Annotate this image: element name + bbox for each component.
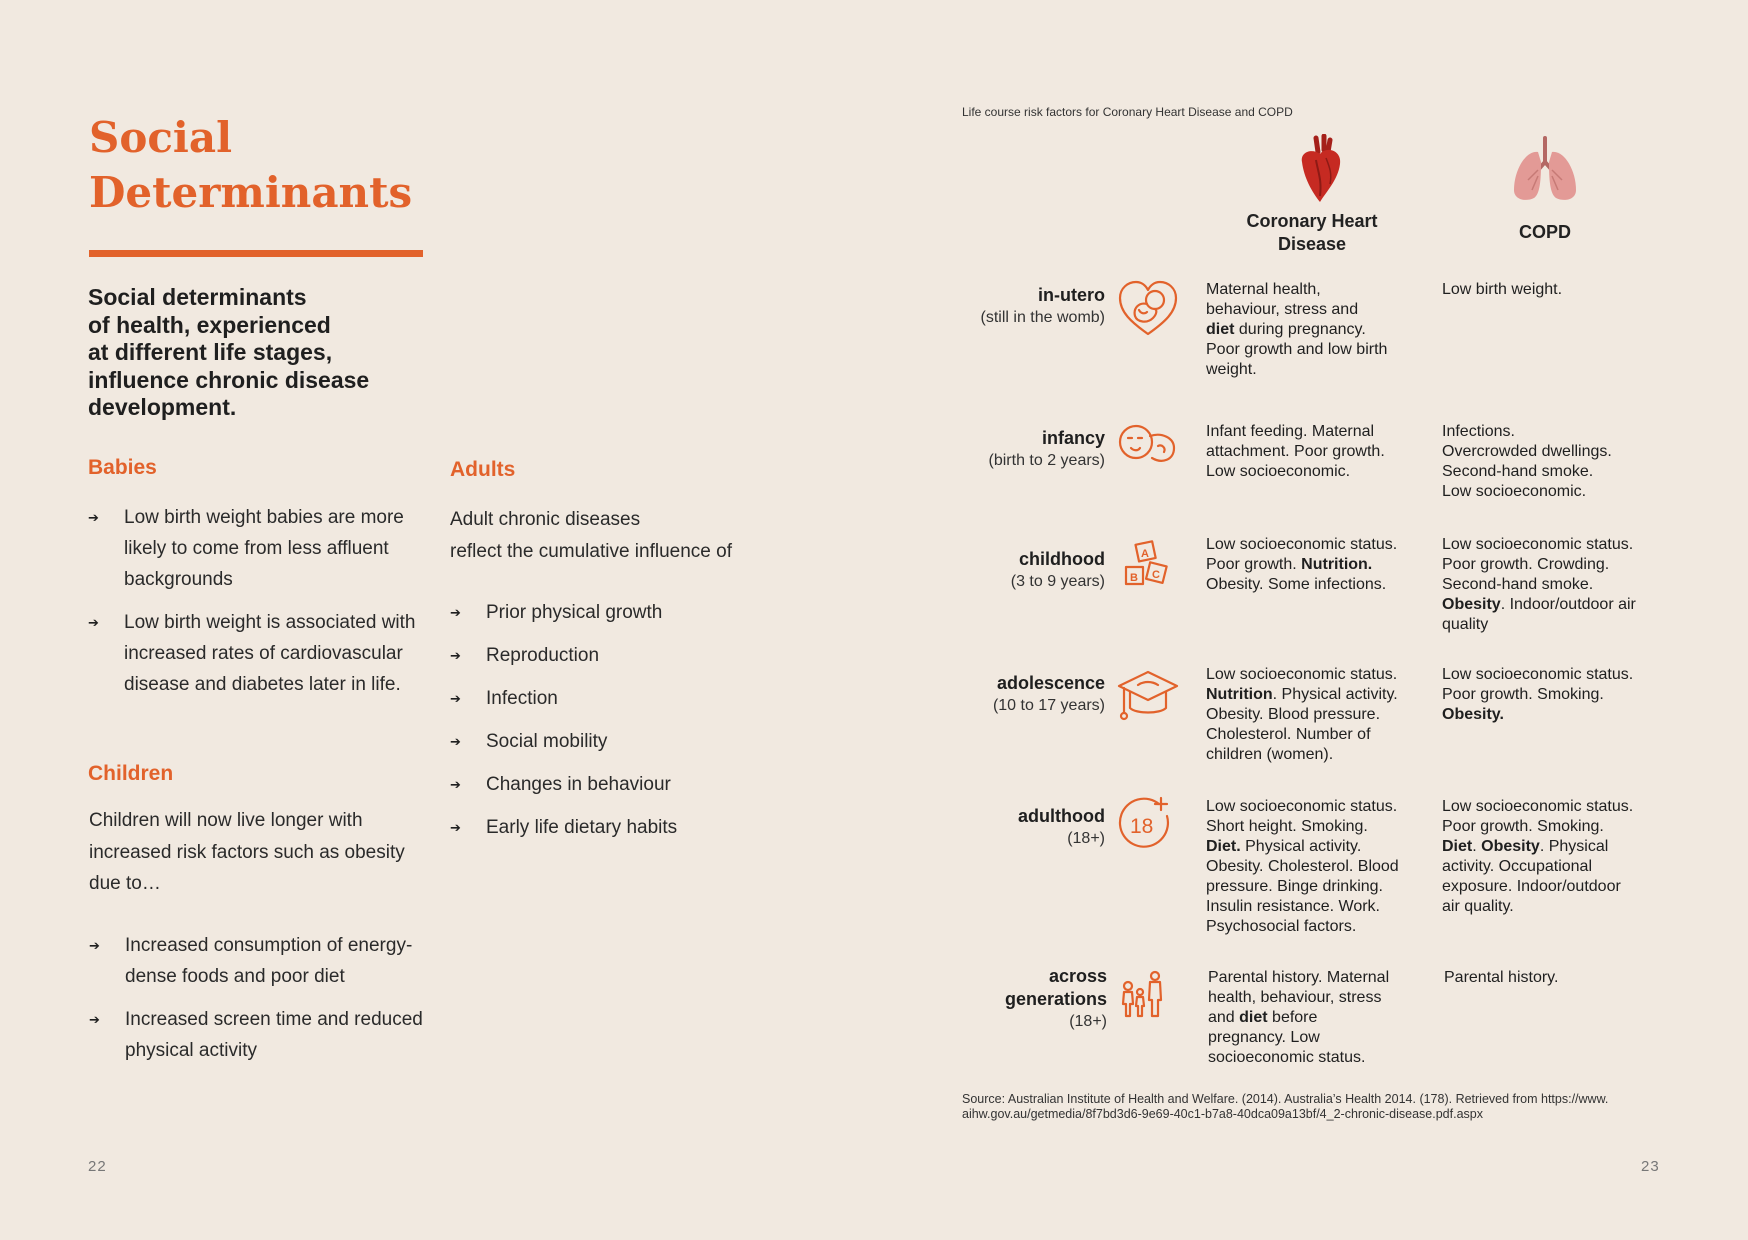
cell-chd-infancy: Infant feeding. Maternal attachment. Poor growth. Low socioeconomic. xyxy=(1206,423,1385,480)
page-number-right: 23 xyxy=(1641,1158,1660,1175)
figure-caption: Life course risk factors for Coronary Heart Disease and COPD xyxy=(962,105,1293,119)
arrow-right-icon: ➔ xyxy=(450,648,461,663)
arrow-right-icon: ➔ xyxy=(450,820,461,835)
babies-heading: Babies xyxy=(88,456,157,479)
cell-copd-infancy: Infections. Overcrowded dwellings. Second-hand smoke. Low socioeconomic. xyxy=(1442,423,1612,500)
cell-copd-in-utero: Low birth weight. xyxy=(1442,281,1563,298)
cell-copd-adulthood: Low socioeconomic status. Poor growth. Smoking. Diet. Obesity. Physical activity. Occupational exposure. Indoor/outdoor air quality. xyxy=(1442,798,1634,915)
list-item: ➔ Early life dietary habits xyxy=(450,812,810,843)
svg-text:C: C xyxy=(1152,569,1160,581)
cell-chd-adolescence: Low socioeconomic status. Nutrition. Physical activity. Obesity. Blood pressure. Cholesterol. Number of children (women). xyxy=(1206,666,1398,763)
lungs-organ-icon xyxy=(1510,136,1580,204)
svg-text:18: 18 xyxy=(1130,815,1154,838)
arrow-right-icon: ➔ xyxy=(450,734,461,749)
family-icon xyxy=(1116,970,1168,1018)
arrow-right-icon: ➔ xyxy=(450,777,461,792)
children-text: Children will now live longer with increased risk factors such as obesity due to… xyxy=(89,810,405,894)
column-header-copd: COPD xyxy=(1518,222,1571,242)
intro-line: at different life stages, xyxy=(88,339,333,365)
svg-text:A: A xyxy=(1141,548,1149,560)
children-list xyxy=(89,930,429,1066)
babies-list xyxy=(88,502,428,700)
page-number-left: 22 xyxy=(88,1158,107,1175)
cell-chd-across-generations: Parental history. Maternal health, behaviour, stress and diet before pregnancy. Low socioeconomic status. xyxy=(1208,969,1390,1066)
list-item: ➔ Social mobility xyxy=(450,726,810,757)
cell-chd-childhood: Low socioeconomic status. Poor growth. Nutrition. Obesity. Some infections. xyxy=(1206,536,1398,593)
list-item: ➔ Prior physical growth xyxy=(450,597,810,628)
adults-list xyxy=(450,597,810,843)
children-heading: Children xyxy=(88,762,174,785)
svg-text:B: B xyxy=(1130,572,1138,584)
cell-chd-in-utero: Maternal health, behaviour, stress and diet during pregnancy. Poor growth and low birth weight. xyxy=(1206,281,1388,378)
stage-in-utero: in-utero (still in the womb) xyxy=(980,285,1105,326)
stage-across-generations: across generations (18+) xyxy=(1004,966,1107,1030)
list-item: ➔ Increased consumption of energy-dense foods and poor diet xyxy=(89,930,429,992)
intro-line: influence chronic disease xyxy=(88,366,370,393)
list-item: ➔ Infection xyxy=(450,683,810,714)
eighteen-plus-icon xyxy=(1117,796,1173,852)
arrow-right-icon: ➔ xyxy=(450,691,461,706)
baby-icon xyxy=(1116,420,1178,470)
heart-organ-icon xyxy=(1296,134,1346,204)
stage-adulthood: adulthood (18+) xyxy=(1018,806,1105,847)
adults-heading: Adults xyxy=(450,458,516,481)
cell-copd-adolescence: Low socioeconomic status. Poor growth. Smoking. Obesity. xyxy=(1442,666,1634,723)
abc-blocks-icon xyxy=(1123,540,1173,590)
cell-chd-adulthood: Low socioeconomic status. Short height. Smoking. Diet. Physical activity. Obesity. Cholesterol. Blood pressure. Binge drinking. Insulin resistance. Work. Psychosocial factors. xyxy=(1206,798,1399,935)
adults-text: Adult chronic diseases reflect the cumulative influence of xyxy=(450,509,732,562)
column-header-chd: Coronary Heart Disease xyxy=(1246,211,1378,254)
stage-infancy: infancy (birth to 2 years) xyxy=(988,428,1105,469)
intro-line: development. xyxy=(88,394,237,420)
list-item: ➔ Low birth weight is associated with increased rates of cardiovascular disease and diabetes later in life. xyxy=(88,607,428,700)
page-title xyxy=(89,110,412,220)
arrow-right-icon: ➔ xyxy=(89,1012,100,1027)
title-line: Social xyxy=(89,113,233,162)
arrow-right-icon: ➔ xyxy=(89,938,100,953)
title-underline xyxy=(89,250,423,257)
intro-statement xyxy=(88,284,418,422)
cell-copd-childhood: Low socioeconomic status. Poor growth. Crowding. Second-hand smoke. Obesity. Indoor/outdoor air quality xyxy=(1442,536,1636,633)
cell-copd-across-generations: Parental history. xyxy=(1444,969,1559,986)
arrow-right-icon: ➔ xyxy=(450,605,461,620)
intro-line: of health, experienced xyxy=(88,311,331,338)
title-line: Determinants xyxy=(89,168,413,217)
list-item: ➔ Reproduction xyxy=(450,640,810,671)
list-item: ➔ Changes in behaviour xyxy=(450,769,810,800)
arrow-right-icon: ➔ xyxy=(88,510,99,525)
source-citation: Source: Australian Institute of Health and Welfare. (2014). Australia’s Health 2014. (178). Retrieved from https://www. aihw.gov.au/getmedia/8f7bd3d6-9e69-40c1-b7a8-40dca09a13bf/4_2-chronic-disease.pdf.aspx xyxy=(962,1092,1609,1121)
stage-childhood: childhood (3 to 9 years) xyxy=(1010,549,1105,590)
list-item: ➔ Increased screen time and reduced physical activity xyxy=(89,1004,429,1066)
list-item: ➔ Low birth weight babies are more likely to come from less affluent backgrounds xyxy=(88,502,428,595)
graduation-cap-icon xyxy=(1116,668,1180,724)
stage-adolescence: adolescence (10 to 17 years) xyxy=(992,673,1105,714)
fetus-heart-icon xyxy=(1117,280,1179,338)
intro-line: Social determinants xyxy=(88,284,307,310)
arrow-right-icon: ➔ xyxy=(88,615,99,630)
